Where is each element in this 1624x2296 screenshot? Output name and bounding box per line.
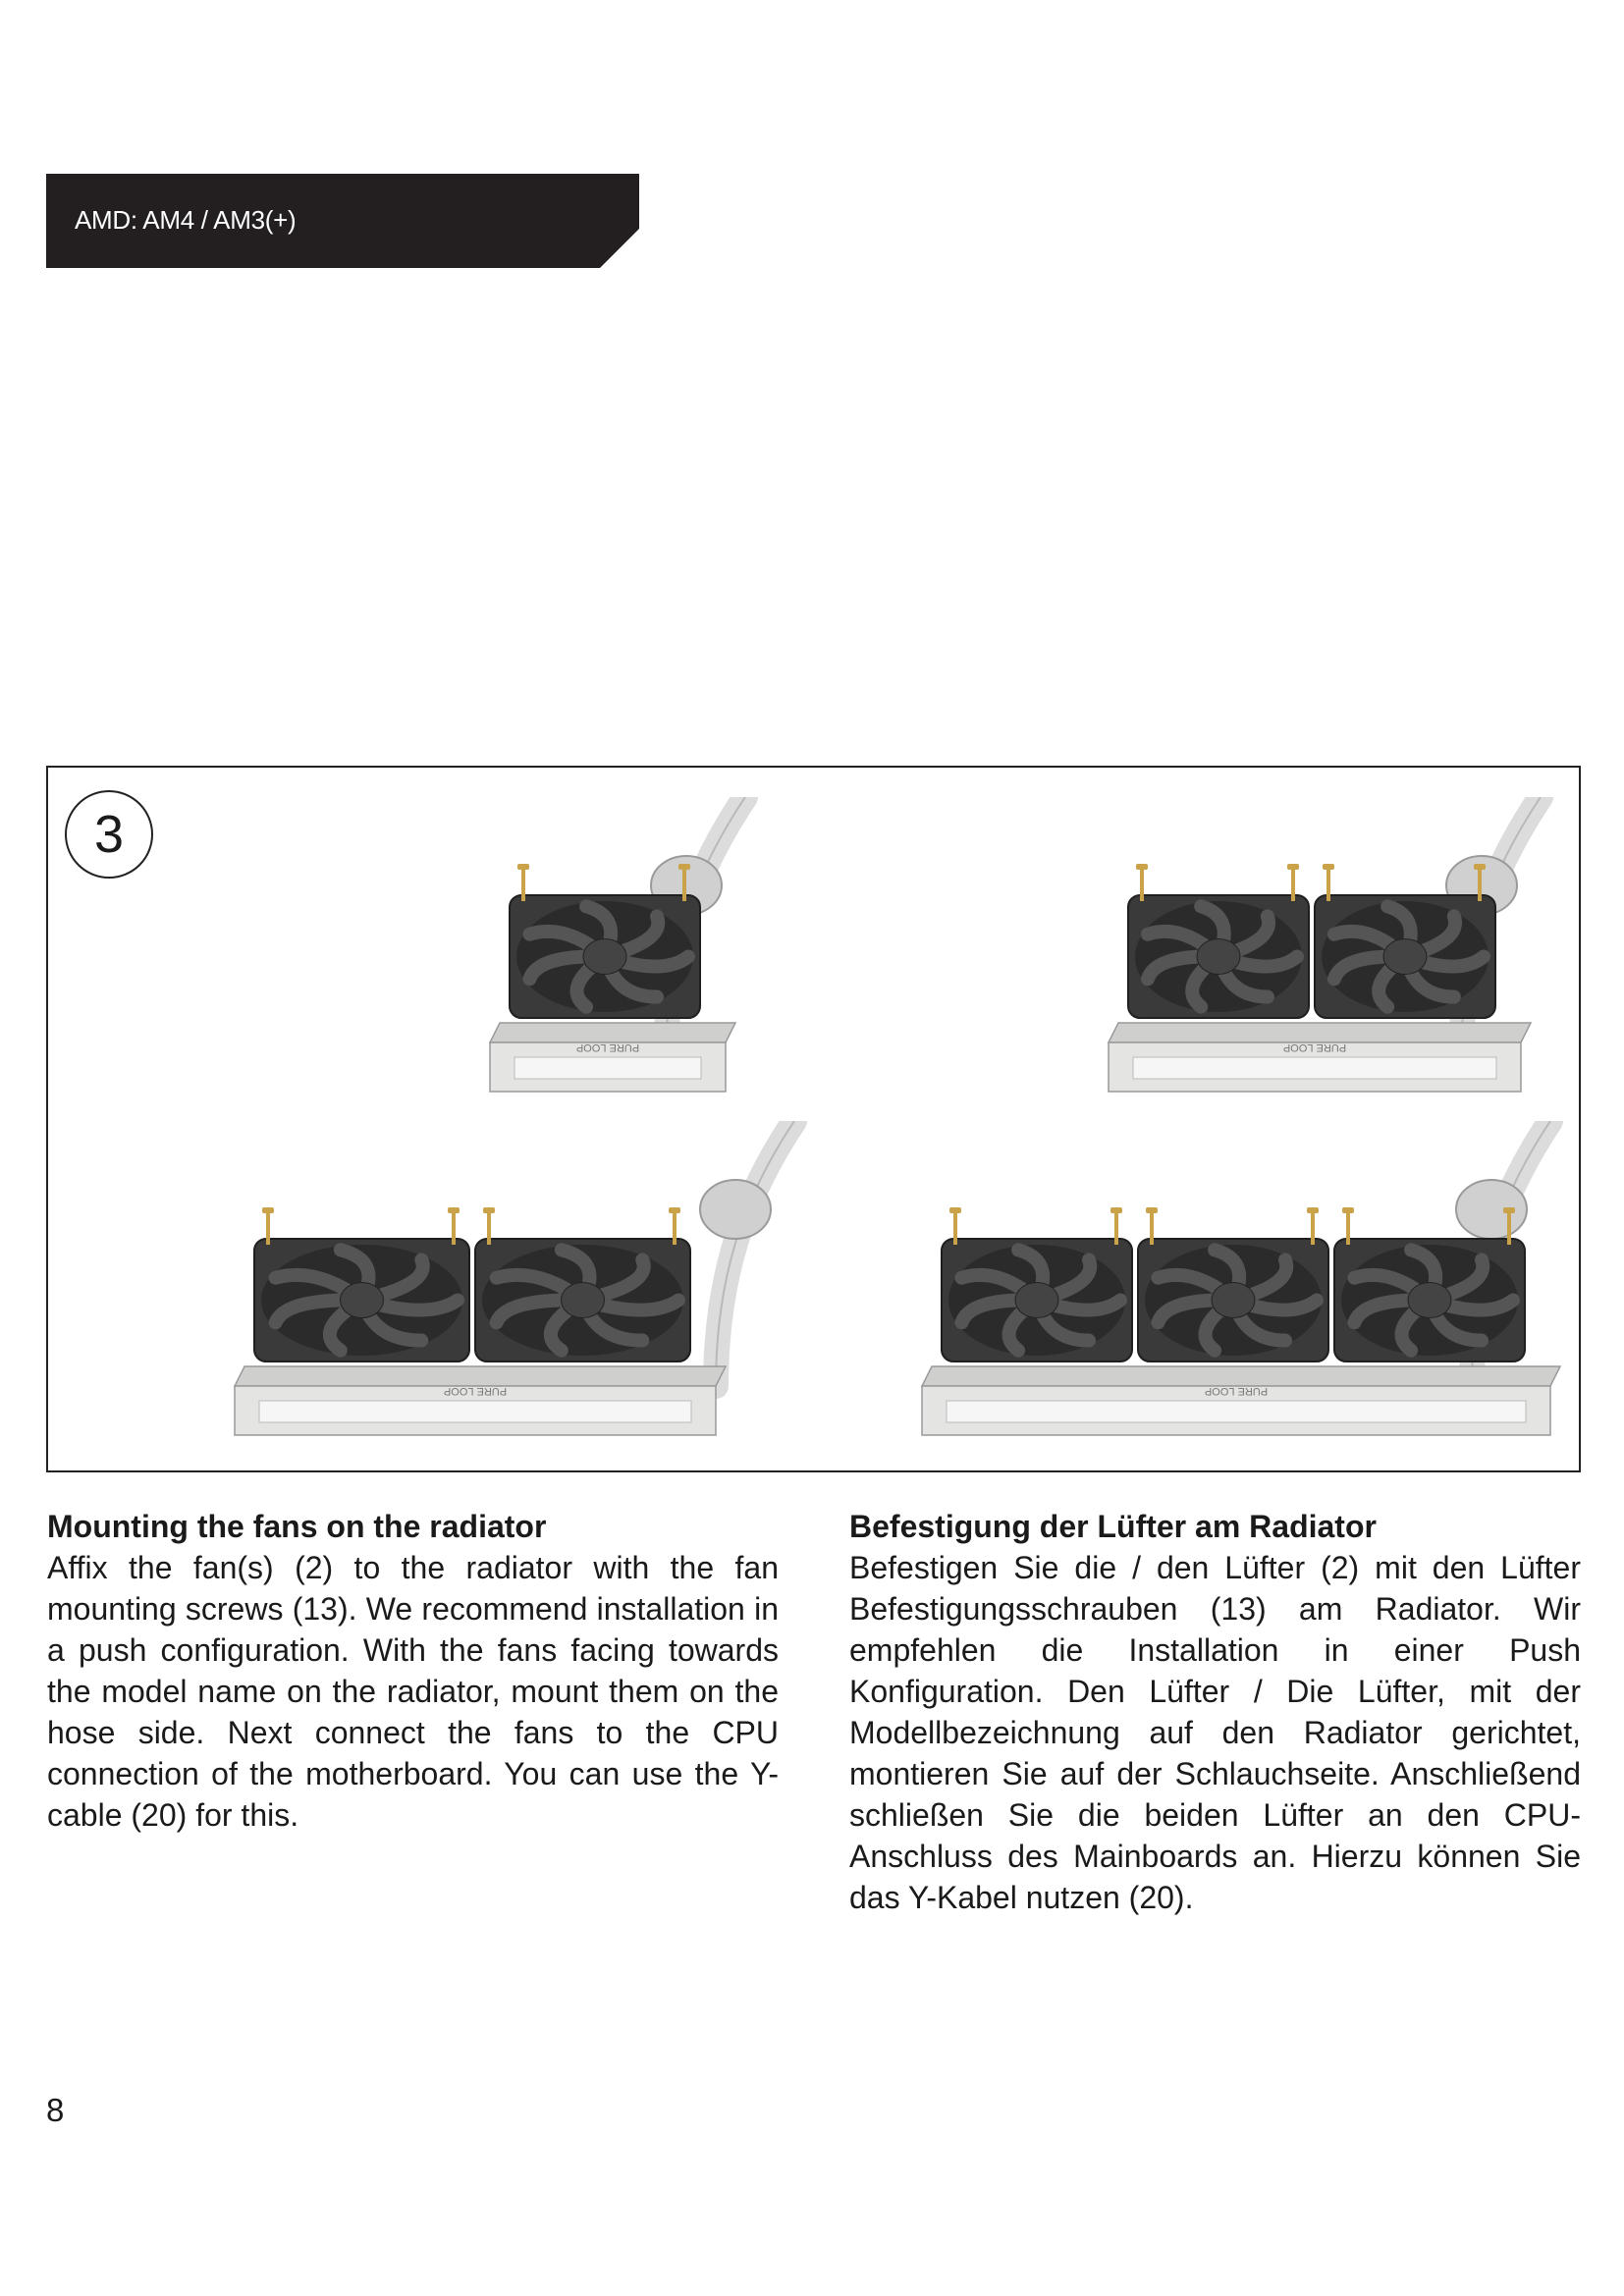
screw-head bbox=[678, 864, 690, 870]
screw-head bbox=[1146, 1207, 1158, 1213]
radiator-top bbox=[490, 1023, 735, 1042]
screw-head bbox=[1110, 1207, 1122, 1213]
section-tab-label: AMD: AM4 / AM3(+) bbox=[75, 205, 297, 235]
screw-shaft bbox=[1291, 868, 1295, 901]
german-section bbox=[849, 1506, 1581, 1918]
radiator-brand-label: PURE LOOP bbox=[1282, 1041, 1347, 1053]
screw-shaft bbox=[487, 1211, 491, 1245]
screw-shaft bbox=[1326, 868, 1330, 901]
screw-head bbox=[1323, 864, 1334, 870]
step-number: 3 bbox=[65, 790, 153, 879]
figure-box bbox=[46, 766, 1581, 1472]
english-section bbox=[47, 1506, 779, 1836]
fan-hub bbox=[583, 939, 626, 975]
screw-shaft bbox=[1114, 1211, 1118, 1245]
radiator-panel bbox=[1133, 1057, 1496, 1079]
radiator-panel bbox=[514, 1057, 701, 1079]
hose-line bbox=[716, 1121, 794, 1386]
radiator-top bbox=[235, 1366, 726, 1386]
screw-shaft bbox=[266, 1211, 270, 1245]
screw-shaft bbox=[452, 1211, 456, 1245]
screw-head bbox=[262, 1207, 274, 1213]
radiator-illustration-2-fans-top bbox=[1089, 797, 1580, 1121]
radiator-illustration-1-fan bbox=[480, 797, 834, 1121]
fan-hub bbox=[562, 1283, 605, 1318]
screw-head bbox=[1503, 1207, 1515, 1213]
screw-shaft bbox=[1140, 868, 1144, 901]
screw-shaft bbox=[1150, 1211, 1154, 1245]
fan-hub bbox=[1408, 1283, 1451, 1318]
screw-head bbox=[483, 1207, 495, 1213]
radiator-top bbox=[922, 1366, 1560, 1386]
screw-head bbox=[1136, 864, 1148, 870]
screw-head bbox=[1307, 1207, 1319, 1213]
german-body: Befestigen Sie die / den Lüfter (2) mit den Lüfter Befestigungsschrauben (13) am Radiator. Wir empfehlen die Installation in einer Push Konfiguration. Den Lüfter / Die Lüfter, mit der Modellbezeichnung auf den Radiator gerichtet, montieren Sie auf der Schlauchseite. Anschließend schließen Sie die beiden Lüfter an den CPU-Anschluss des Mainboards an. Hierzu können Sie das Y-Kabel nutzen (20). bbox=[849, 1550, 1581, 1915]
radiator-illustration-3-fans bbox=[912, 1121, 1580, 1455]
screw-shaft bbox=[521, 868, 525, 901]
fan-hub bbox=[341, 1283, 384, 1318]
german-heading: Befestigung der Lüfter am Radiator bbox=[849, 1509, 1377, 1544]
screw-shaft bbox=[1311, 1211, 1315, 1245]
fan-hub bbox=[1197, 939, 1240, 975]
radiator-brand-label: PURE LOOP bbox=[575, 1041, 640, 1053]
radiator-illustration-2-fans-bottom bbox=[225, 1121, 834, 1455]
screw-head bbox=[1342, 1207, 1354, 1213]
hose-fitting bbox=[1456, 1180, 1527, 1239]
screw-shaft bbox=[953, 1211, 957, 1245]
screw-head bbox=[517, 864, 529, 870]
screw-head bbox=[1474, 864, 1486, 870]
screw-shaft bbox=[1346, 1211, 1350, 1245]
screw-head bbox=[448, 1207, 460, 1213]
section-tab bbox=[46, 174, 639, 268]
fan-hub bbox=[1212, 1283, 1255, 1318]
radiator-panel bbox=[947, 1401, 1526, 1422]
screw-shaft bbox=[1478, 868, 1482, 901]
fan-hub bbox=[1015, 1283, 1058, 1318]
radiator-panel bbox=[259, 1401, 691, 1422]
fan-hub bbox=[1383, 939, 1427, 975]
page-number: 8 bbox=[46, 2092, 65, 2128]
hose-fitting bbox=[700, 1180, 771, 1239]
english-body: Affix the fan(s) (2) to the radiator with the fan mounting screws (13). We recommend installation in a push configuration. With the fans facing towards the model name on the radiator, mount them on the hose side. Next connect the fans to the CPU connection of the motherboard. You can use the Y-cable (20) for this. bbox=[47, 1550, 779, 1833]
screw-shaft bbox=[1507, 1211, 1511, 1245]
english-heading: Mounting the fans on the radiator bbox=[47, 1509, 547, 1544]
radiator-brand-label: PURE LOOP bbox=[1204, 1385, 1269, 1397]
screw-head bbox=[1287, 864, 1299, 870]
screw-shaft bbox=[682, 868, 686, 901]
screw-head bbox=[949, 1207, 961, 1213]
radiator-top bbox=[1109, 1023, 1531, 1042]
radiator-brand-label: PURE LOOP bbox=[443, 1385, 508, 1397]
screw-shaft bbox=[673, 1211, 677, 1245]
screw-head bbox=[669, 1207, 680, 1213]
